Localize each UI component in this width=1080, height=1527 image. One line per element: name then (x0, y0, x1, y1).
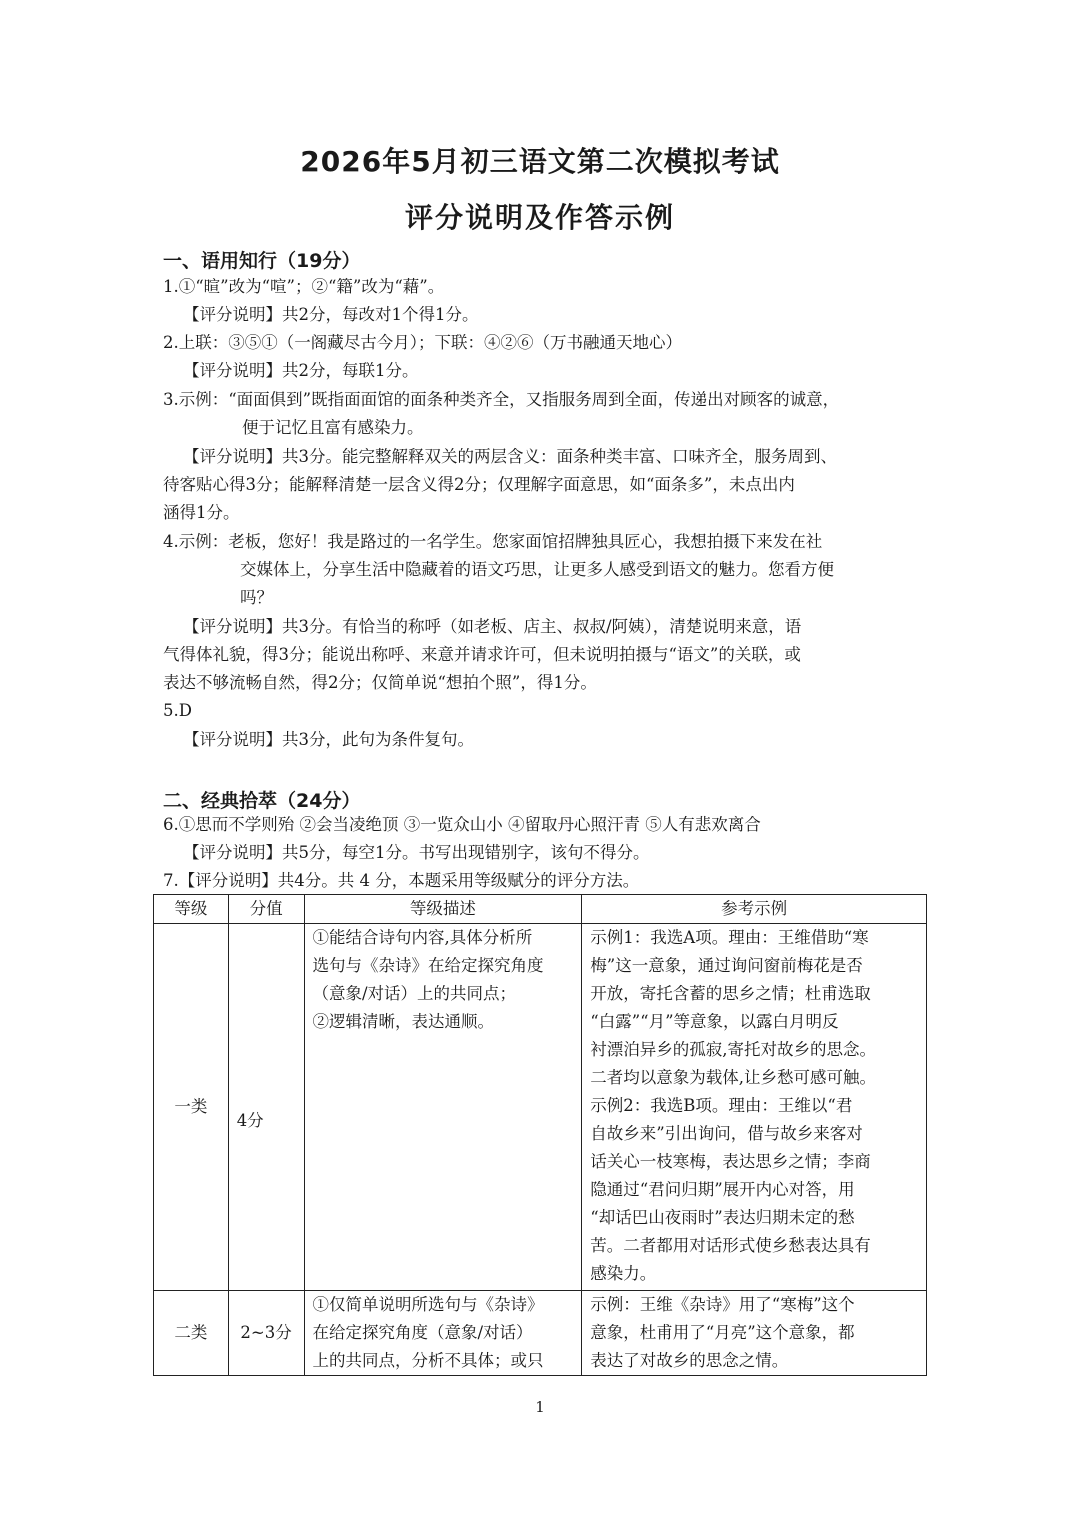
section-heading-2: 二、经典拾萃（24分） (163, 790, 361, 812)
scoring-note: 待客贴心得3分；能解释清楚一层含义得2分；仅理解字面意思，如“面条多”，未点出内 (163, 475, 795, 494)
answer-line: 交媒体上，分享生活中隐藏着的语文巧思，让更多人感受到语文的魅力。您看方便 (240, 560, 834, 579)
scoring-note: 【评分说明】共3分。有恰当的称呼（如老板、店主、叔叔/阿姨），清楚说明来意，语 (183, 617, 802, 636)
answer-line: 6.①思而不学则殆 ②会当凌绝顶 ③一览众山小 ④留取丹心照汗青 ⑤人有悲欢离合 (163, 815, 761, 834)
description-cell (304, 1291, 582, 1376)
example-line: 示例1：我选A项。理由：王维借助“寒 (590, 928, 869, 947)
table-header: 参考示例 (582, 895, 927, 924)
page-subtitle: 评分说明及作答示例 (404, 201, 675, 234)
table-header: 等级描述 (304, 895, 582, 924)
grade-cell: 一类 (154, 924, 229, 1291)
description-line: （意象/对话）上的共同点； (312, 984, 517, 1003)
example-line: 意象，杜甫用了“月亮”这个意象，都 (590, 1323, 855, 1342)
answer-line: 便于记忆且富有感染力。 (242, 418, 424, 437)
description-line: 选句与《杂诗》在给定探究角度 (312, 956, 544, 975)
example-line: 自故乡来”引出询问，借与故乡来客对 (590, 1124, 863, 1143)
grade-cell: 二类 (154, 1291, 229, 1376)
scoring-note: 【评分说明】共2分，每改对1个得1分。 (183, 305, 479, 324)
page-title: 2026年5月初三语文第二次模拟考试 (300, 145, 780, 178)
answer-line: 吗？ (240, 588, 273, 607)
answer-line: 5.D (163, 701, 192, 720)
answer-line: 3.示例：“面面俱到”既指面面馆的面条种类齐全，又指服务周到全面，传递出对顾客的诚意， (163, 390, 840, 409)
example-line: “白露”“月”等意象，以露白月明反 (590, 1012, 839, 1031)
page-number: 1 (535, 1398, 545, 1416)
scoring-note: 【评分说明】共3分，此句为条件复句。 (183, 730, 474, 749)
table-row (154, 924, 927, 1291)
scoring-note: 【评分说明】共3分。能完整解释双关的两层含义：面条种类丰富、口味齐全，服务周到、 (183, 447, 837, 466)
example-line: 二者均以意象为载体,让乡愁可感可触。 (590, 1068, 877, 1087)
example-line: 衬漂泊异乡的孤寂,寄托对故乡的思念。 (590, 1040, 877, 1059)
answer-line: 4.示例：老板，您好！我是路过的一名学生。您家面馆招牌独具匠心，我想拍摄下来发在社 (163, 532, 823, 551)
example-line: 苦。二者都用对话形式使乡愁表达具有 (590, 1236, 871, 1255)
table-row (154, 1291, 927, 1376)
answer-line: 1.①“暄”改为“喧”；②“籍”改为“藉”。 (163, 277, 445, 296)
example-line: 话关心一枝寒梅，表达思乡之情；李商 (590, 1152, 871, 1171)
example-line: 开放，寄托含蓄的思乡之情；杜甫选取 (590, 984, 871, 1003)
description-line: ①能结合诗句内容,具体分析所 (312, 928, 533, 947)
example-line: 梅”这一意象，通过询问窗前梅花是否 (590, 956, 863, 975)
scoring-note: 气得体礼貌，得3分；能说出称呼、来意并请求许可，但未说明拍摄与“语文”的关联，或 (163, 645, 801, 664)
grading-table (153, 894, 927, 1376)
table-header: 等级 (154, 895, 229, 924)
example-cell (582, 924, 927, 1291)
table-header: 分值 (228, 895, 304, 924)
scoring-note: 【评分说明】共5分，每空1分。书写出现错别字，该句不得分。 (183, 843, 650, 862)
scoring-note: 涵得1分。 (163, 503, 240, 522)
description-line: 上的共同点，分析不具体；或只 (312, 1351, 544, 1370)
description-line: ①仅简单说明所选句与《杂诗》 (312, 1295, 544, 1314)
example-line: 示例2：我选B项。理由：王维以“君 (590, 1096, 853, 1115)
example-line: 隐通过“君问归期”展开内心对答，用 (590, 1180, 855, 1199)
score-cell: 4分 (228, 924, 304, 1291)
example-line: 表达了对故乡的思念之情。 (590, 1351, 789, 1370)
score-cell: 2~3分 (228, 1291, 304, 1376)
example-line: 感染力。 (590, 1264, 657, 1283)
example-cell (582, 1291, 927, 1376)
description-line: ②逻辑清晰，表达通顺。 (312, 1012, 494, 1031)
description-cell (304, 924, 582, 1291)
section-heading-1: 一、语用知行（19分） (163, 250, 361, 272)
answer-line: 2.上联：③⑤①（一阁藏尽古今月）；下联：④②⑥（万书融通天地心） (163, 333, 682, 352)
example-line: “却话巴山夜雨时”表达归期未定的愁 (590, 1208, 855, 1227)
scoring-note: 表达不够流畅自然，得2分；仅简单说“想拍个照”，得1分。 (163, 673, 597, 692)
table-header-row (154, 895, 927, 924)
scoring-note: 7.【评分说明】共4分。共 4 分，本题采用等级赋分的评分方法。 (163, 871, 640, 890)
example-line: 示例：王维《杂诗》用了“寒梅”这个 (590, 1295, 855, 1314)
description-line: 在给定探究角度（意象/对话） (312, 1323, 533, 1342)
scoring-note: 【评分说明】共2分，每联1分。 (183, 361, 419, 380)
